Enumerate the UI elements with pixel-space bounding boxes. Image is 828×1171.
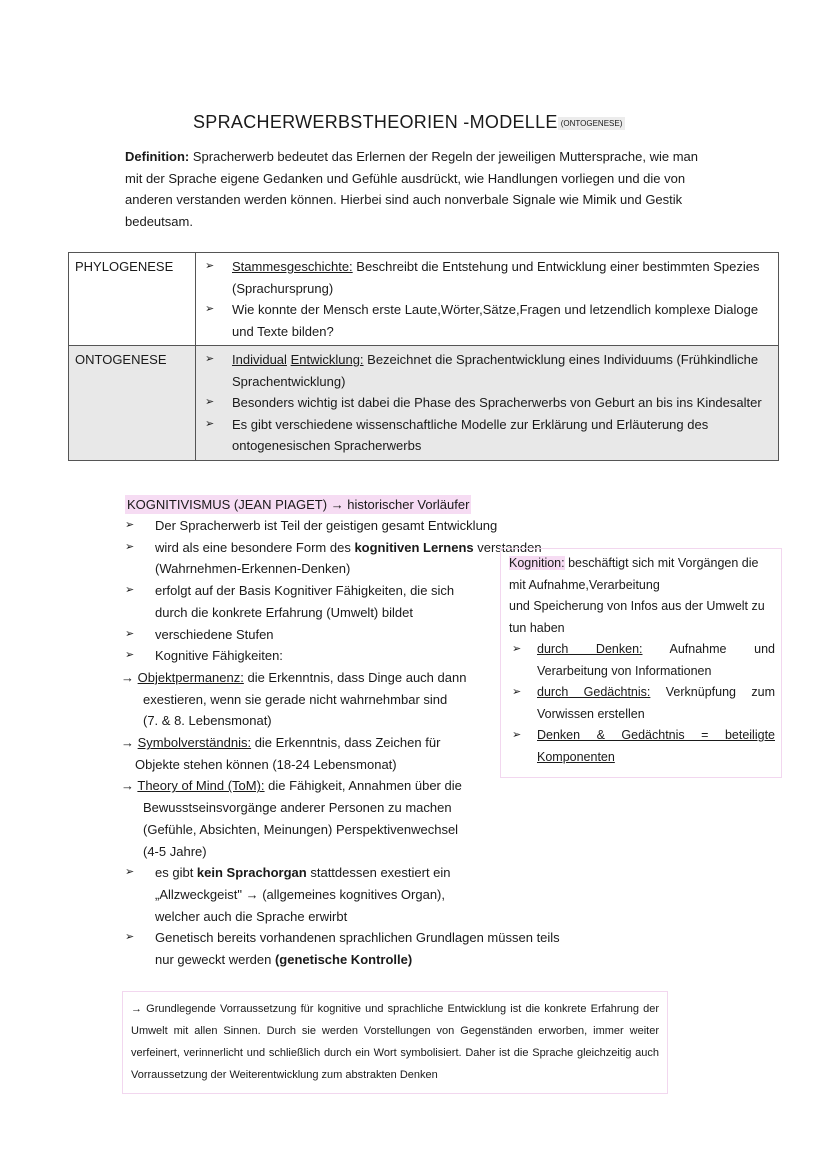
arrow: →: [121, 669, 138, 685]
term: Theory of Mind (ToM):: [137, 778, 265, 794]
row-label-ontogenese: ONTOGENESE: [69, 346, 196, 461]
list-item: [202, 256, 772, 299]
definition: [125, 146, 705, 232]
text: verschiedene Stufen: [155, 626, 274, 642]
text: Verknüpfung zum Vorwissen erstellen: [537, 685, 775, 721]
term: Kognition:: [509, 556, 565, 570]
text: (4-5 Jahre): [143, 843, 207, 859]
text: exestieren, wenn sie gerade nicht wahrnehmbar sind: [143, 691, 448, 707]
text: Besonders wichtig ist dabei die Phase des Spracherwerbs von Geburt an bis ins Kindesalter: [232, 395, 762, 410]
text: Genetisch bereits vorhandenen sprachlichen Grundlagen müssen teils: [155, 930, 560, 946]
text: erfolgt auf der Basis Kognitiver Fähigkeiten, die sich: [155, 583, 455, 599]
text: „Allzweckgeist" → (allgemeines kognitives Organ),: [155, 886, 445, 902]
term: Individual: [232, 352, 287, 367]
text: stattdessen exestiert ein: [306, 865, 451, 881]
text: Bezeichnet die Sprachentwicklung eines Individuums (Frühkindliche Sprachentwicklung): [232, 352, 759, 389]
list-item: [125, 927, 595, 970]
list-item: [202, 392, 772, 414]
definition-text: Spracherwerb bedeutet das Erlernen der Regeln der jeweiligen Muttersprache, wie man mit der Sprache eigene Gedanken und Gefühle ausdrückt, wie Handlungen vorliegen und die von anderen verstanden werden können. Hierbei sind auch nonverbale Signale wie Mimik und Gestik bedeutsam.: [125, 149, 698, 229]
table-row-ontogenese: [69, 346, 779, 461]
list-item: [509, 725, 775, 768]
text: Es gibt verschiedene wissenschaftliche Modelle zur Erklärung und Erläuterung des ontogenesischen Spracherwerbs: [232, 416, 709, 453]
row-content-ontogenese: [196, 346, 779, 461]
text: Objekte stehen können (18-24 Lebensmonat): [135, 756, 397, 772]
term: durch Denken:: [537, 642, 643, 656]
text: Wie konnte der Mensch erste Laute,Wörter,Sätze,Fragen und letzendlich komplexe Dialoge und Texte bilden?: [232, 302, 759, 339]
text: Der Spracherwerb ist Teil der geistigen gesamt Entwicklung: [155, 518, 498, 533]
text: (7. & 8. Lebensmonat): [143, 713, 272, 729]
text: beschäftigt sich mit Vorgängen die mit Aufnahme,Verarbeitung: [509, 556, 759, 592]
text: welcher auch die Sprache erwirbt: [155, 908, 348, 924]
kognition-definition: [509, 553, 775, 639]
bold-text: (genetische Kontrolle): [274, 952, 413, 968]
summary-box: → Grundlegende Vorraussetzung für kognitive und sprachliche Entwicklung ist die konkrete Erfahrung der Umwelt mit allen Sinnen. Durch sie werden Vorstellungen von Gegenständen erworben, immer weiter verfeinert, verinnerlicht und schließlich durch ein Wort symbolisiert. Daher ist die Sprache gleichzeitig auch Vorraussetzung der Weiterentwicklung zum abstrakten Denken: [122, 991, 668, 1094]
text: es gibt: [155, 865, 197, 881]
overview-table: [68, 252, 779, 461]
list-item: [125, 862, 595, 927]
text: die Erkenntnis, dass Dinge auch dann: [243, 669, 467, 685]
title-main: SPRACHERWERBSTHEORIEN -MODELLE: [193, 112, 558, 132]
text: Bewusstseinsvorgänge anderer Personen zu machen: [143, 800, 452, 816]
arrow: →: [121, 735, 138, 751]
text: nur geweckt werden: [155, 952, 275, 968]
term: Stammesgeschichte:: [232, 259, 353, 274]
text: (Gefühle, Absichten, Meinungen) Perspektivenwechsel: [143, 821, 459, 837]
text: die Erkenntnis, dass Zeichen für: [251, 735, 441, 751]
term: Objektpermanenz:: [137, 669, 244, 685]
bold-text: kognitiven Lernens: [354, 539, 474, 555]
list-item: [202, 299, 772, 342]
text: verstanden (Wahrnehmen-Erkennen-Denken): [155, 539, 542, 577]
text: die Fähigkeit, Annahmen über die: [264, 778, 462, 794]
text: und Speicherung von Infos aus der Umwelt zu tun haben: [509, 599, 765, 635]
term: durch Gedächtnis:: [537, 685, 651, 699]
list-item: [125, 515, 595, 537]
list-item: [202, 414, 772, 457]
list-item: [509, 639, 775, 682]
list-item: [509, 682, 775, 725]
text: durch die konkrete Erfahrung (Umwelt) bildet: [155, 604, 413, 620]
term: Entwicklung:: [290, 352, 364, 367]
term: Symbolverständnis:: [137, 735, 252, 751]
bold-text: kein Sprachorgan: [196, 865, 307, 881]
theory-of-mind-item: [121, 775, 595, 862]
arrow: →: [121, 778, 138, 794]
kognition-box: [500, 548, 782, 778]
table-row-phylogenese: [69, 253, 779, 346]
list-item: [202, 349, 772, 392]
term: Denken & Gedächtnis = beteiligte Komponenten: [537, 728, 775, 764]
text: Beschreibt die Entstehung und Entwicklung einer bestimmten Spezies (Sprachursprung): [232, 259, 760, 296]
text: Kognitive Fähigkeiten:: [155, 648, 283, 664]
definition-label: Definition:: [125, 149, 190, 164]
row-content-phylogenese: [196, 253, 779, 346]
page-title: [193, 112, 625, 133]
row-label-phylogenese: PHYLOGENESE: [69, 253, 196, 346]
kognitivismus-heading: KOGNITIVISMUS (JEAN PIAGET) → historischer Vorläufer: [127, 497, 470, 512]
text: wird als eine besondere Form des: [155, 539, 355, 555]
text: Aufnahme und Verarbeitung von Informationen: [537, 642, 775, 678]
title-subtitle: (ONTOGENESE): [558, 117, 626, 130]
